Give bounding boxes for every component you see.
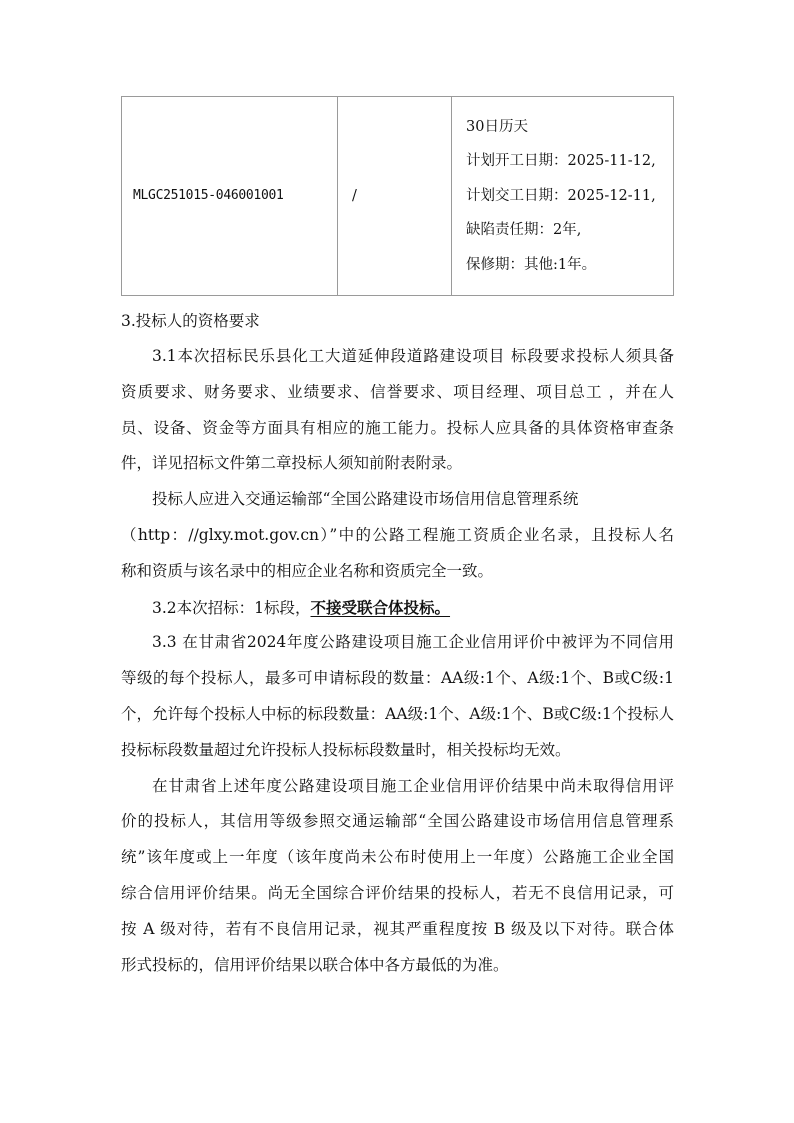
paragraph-registry xyxy=(121,482,674,589)
paragraph-line: 形式投标的，信用评价结果以联合体中各方最低的为准。 xyxy=(121,955,509,974)
middle-value: / xyxy=(352,188,357,204)
middle-cell xyxy=(338,97,452,296)
paragraph-line: 投标人应进入交通运输部“全国公路建设市场信用信息管理系统 xyxy=(152,490,579,509)
section-table xyxy=(121,96,674,296)
paragraph-credit-rating xyxy=(121,769,674,984)
no-consortium-notice: 不接受联合体投标。 xyxy=(310,597,451,617)
paragraph-3-2 xyxy=(121,590,674,626)
table-row xyxy=(122,97,674,296)
paragraph-line: 统”该年度或上一年度（该年度尚未公布时使用上一年度）公路施工企业全国 xyxy=(121,848,674,867)
bid-section-count-text: 3.2本次招标：1标段， xyxy=(152,598,311,617)
paragraph-line: （http：//glxy.mot.gov.cn）”中的公路工程施工资质企业名录，且投标人名 xyxy=(121,525,674,544)
paragraph-line: 价的投标人，其信用等级参照交通运输部“全国公路建设市场信用信息管理系 xyxy=(121,812,674,831)
paragraph-line: 投标标段数量超过允许投标人投标标段数量时，相关投标均无效。 xyxy=(121,740,571,759)
paragraph-line: 综合信用评价结果。尚无全国综合评价结果的投标人，若无不良信用记录，可 xyxy=(121,883,674,902)
paragraph-line: 在甘肃省上述年度公路建设项目施工企业信用评价结果中尚未取得信用评 xyxy=(152,776,674,795)
paragraph-3-1 xyxy=(121,339,674,482)
qualification-section xyxy=(121,303,674,983)
paragraph-line: 个，允许每个投标人中标的标段数量：AA级:1个、A级:1个、B或C级:1个投标人 xyxy=(121,704,674,723)
duration-text: 30日历天 xyxy=(466,118,528,135)
paragraph-line: 3.1本次招标民乐县化工大道延伸段道路建设项目 标段要求投标人须具备 xyxy=(152,347,674,365)
paragraph-line: 件，详见招标文件第二章投标人须知前附表附录。 xyxy=(121,454,463,473)
section-code: MLGC251015-046001001 xyxy=(133,188,284,203)
paragraph-line: 称和资质与该名录中的相应企业名称和资质完全一致。 xyxy=(121,561,494,580)
section-code-cell xyxy=(122,97,338,296)
warranty-period: 保修期：其他:1年。 xyxy=(466,256,597,273)
paragraph-line: 3.3 在甘肃省2024年度公路建设项目施工企业信用评价中被评为不同信用 xyxy=(152,633,674,652)
paragraph-line: 员、设备、资金等方面具有相应的施工能力。投标人应具备的具体资格审查条 xyxy=(121,418,674,437)
paragraph-line xyxy=(121,590,674,626)
section-heading: 3.投标人的资格要求 xyxy=(121,312,260,330)
paragraph-line: 等级的每个投标人，最多可申请标段的数量：AA级:1个、A级:1个、B或C级:1 xyxy=(121,669,674,688)
paragraph-line: 按 A 级对待，若有不良信用记录，视其严重程度按 B 级及以下对待。联合体 xyxy=(121,919,674,938)
planned-start-date: 计划开工日期：2025-11-12, xyxy=(466,153,656,170)
planned-completion-date: 计划交工日期：2025-12-11, xyxy=(466,187,656,204)
paragraph-line: 资质要求、财务要求、业绩要求、信誉要求、项目经理、项目总工 ，并在人 xyxy=(121,382,674,401)
defect-liability-period: 缺陷责任期：2年, xyxy=(466,222,582,239)
schedule-cell xyxy=(452,97,674,296)
paragraph-3-3 xyxy=(121,625,674,768)
